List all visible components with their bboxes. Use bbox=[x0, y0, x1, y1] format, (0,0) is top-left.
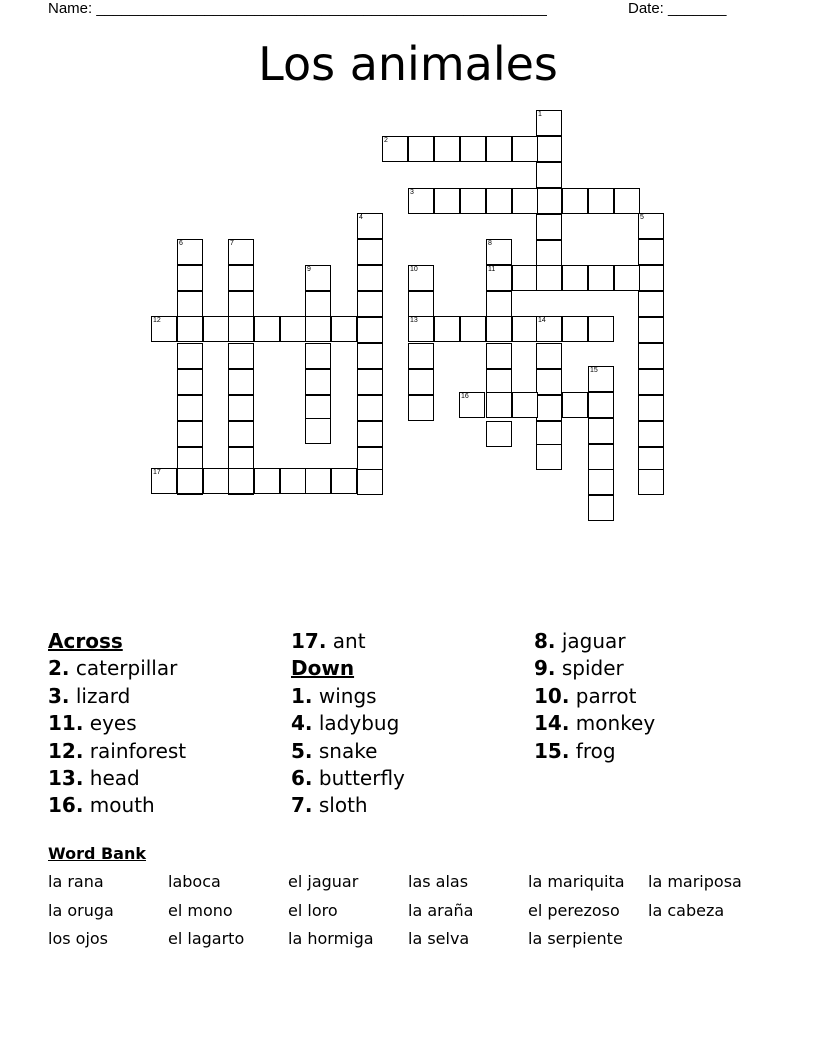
crossword-cell[interactable] bbox=[536, 369, 562, 395]
crossword-cell[interactable] bbox=[486, 265, 512, 291]
clue-item bbox=[534, 683, 655, 710]
crossword-cell[interactable] bbox=[305, 418, 331, 444]
word-bank-item: el perezoso bbox=[528, 900, 620, 920]
crossword-cell[interactable] bbox=[228, 343, 254, 369]
crossword-cell[interactable] bbox=[536, 136, 562, 162]
crossword-cell[interactable] bbox=[460, 316, 486, 342]
crossword-cell[interactable] bbox=[357, 369, 383, 395]
crossword-cell[interactable] bbox=[408, 291, 434, 317]
crossword-cell[interactable] bbox=[588, 265, 614, 291]
crossword-cell[interactable] bbox=[331, 316, 357, 342]
crossword-cell[interactable] bbox=[357, 213, 383, 239]
crossword-cell[interactable] bbox=[177, 343, 203, 369]
crossword-cell[interactable] bbox=[638, 213, 664, 239]
crossword-cell[interactable] bbox=[203, 468, 229, 494]
crossword-cell[interactable] bbox=[357, 239, 383, 265]
clue-text: sloth bbox=[312, 793, 368, 818]
clue-number: 1 bbox=[538, 111, 542, 118]
name-field-label[interactable]: Name: ______________________________________________________ bbox=[48, 0, 547, 17]
clue-number: 5. bbox=[291, 738, 313, 763]
crossword-cell[interactable] bbox=[460, 188, 486, 214]
crossword-cell[interactable] bbox=[486, 136, 512, 162]
crossword-cell[interactable] bbox=[512, 392, 538, 418]
clue-text: spider bbox=[555, 656, 624, 681]
crossword-cell[interactable] bbox=[434, 136, 460, 162]
crossword-cell[interactable] bbox=[638, 395, 664, 421]
clue-number: 16. bbox=[48, 793, 84, 818]
clue-item bbox=[48, 655, 186, 682]
clue-item bbox=[291, 710, 405, 737]
crossword-cell[interactable] bbox=[305, 468, 331, 494]
clue-number: 17 bbox=[153, 469, 161, 476]
word-bank-item: la cabeza bbox=[648, 900, 725, 920]
clue-number: 15 bbox=[590, 367, 598, 374]
crossword-cell[interactable] bbox=[459, 392, 485, 418]
crossword-cell[interactable] bbox=[228, 369, 254, 395]
crossword-cell[interactable] bbox=[228, 395, 254, 421]
crossword-cell[interactable] bbox=[512, 136, 538, 162]
word-bank-item: la mariposa bbox=[648, 872, 742, 891]
crossword-cell[interactable] bbox=[177, 369, 203, 395]
crossword-cell[interactable] bbox=[177, 468, 203, 494]
crossword-cell[interactable] bbox=[614, 265, 640, 291]
crossword-cell[interactable] bbox=[512, 265, 538, 291]
crossword-cell[interactable] bbox=[228, 421, 254, 447]
clue-text: snake bbox=[312, 738, 378, 763]
across-clue-list-continued bbox=[291, 628, 405, 655]
clue-text: head bbox=[83, 766, 140, 791]
clue-number: 11 bbox=[488, 266, 496, 273]
page-title: Los animales bbox=[258, 37, 558, 91]
clue-text: caterpillar bbox=[69, 656, 178, 681]
crossword-cell[interactable] bbox=[486, 421, 512, 447]
clue-number: 14. bbox=[534, 711, 570, 736]
crossword-cell[interactable] bbox=[486, 239, 512, 265]
across-heading: Across bbox=[48, 629, 123, 653]
crossword-cell[interactable] bbox=[512, 188, 538, 214]
clue-number: 7 bbox=[230, 240, 234, 247]
crossword-cell[interactable] bbox=[562, 316, 588, 342]
crossword-cell[interactable] bbox=[228, 316, 254, 342]
down-clue-list bbox=[291, 683, 405, 820]
crossword-cell[interactable] bbox=[460, 136, 486, 162]
clue-number: 9 bbox=[307, 266, 311, 273]
clue-item bbox=[291, 738, 405, 765]
clue-number: 8. bbox=[534, 629, 556, 653]
clue-text: lizard bbox=[69, 683, 131, 708]
crossword-cell[interactable] bbox=[536, 316, 562, 342]
crossword-cell[interactable] bbox=[588, 316, 614, 342]
crossword-cell[interactable] bbox=[305, 316, 331, 342]
crossword-cell[interactable] bbox=[177, 316, 203, 342]
clue-number: 13. bbox=[48, 766, 84, 791]
crossword-cell[interactable] bbox=[151, 316, 177, 342]
crossword-cell[interactable] bbox=[486, 343, 512, 369]
word-bank-item: la oruga bbox=[48, 900, 114, 920]
word-bank-item: el lagarto bbox=[168, 929, 245, 948]
word-bank-item: las alas bbox=[408, 872, 469, 891]
crossword-cell[interactable] bbox=[536, 188, 562, 214]
clue-item bbox=[534, 628, 655, 655]
crossword-cell[interactable] bbox=[588, 392, 614, 418]
clue-text: ant bbox=[326, 629, 366, 653]
word-bank-item: la mariquita bbox=[528, 872, 625, 891]
clue-number: 12 bbox=[153, 317, 161, 324]
crossword-cell[interactable] bbox=[486, 392, 512, 418]
word-bank-item: la araña bbox=[408, 900, 474, 920]
crossword-cell[interactable] bbox=[331, 468, 357, 494]
word-bank-item: la selva bbox=[408, 929, 470, 948]
clue-text: ladybug bbox=[312, 711, 400, 736]
crossword-cell[interactable] bbox=[562, 265, 588, 291]
clue-number: 4 bbox=[359, 214, 363, 221]
clue-number: 6. bbox=[291, 766, 313, 791]
crossword-cell[interactable] bbox=[638, 239, 664, 265]
crossword-cell[interactable] bbox=[486, 316, 512, 342]
crossword-cell[interactable] bbox=[357, 317, 383, 343]
clue-item bbox=[291, 628, 405, 655]
clue-column-2 bbox=[291, 628, 405, 820]
word-bank-item: los ojos bbox=[48, 929, 109, 948]
clue-item bbox=[48, 738, 186, 765]
clue-item bbox=[48, 765, 186, 792]
crossword-cell[interactable] bbox=[177, 239, 203, 265]
crossword-cell[interactable] bbox=[357, 469, 383, 495]
crossword-cell[interactable] bbox=[588, 188, 614, 214]
crossword-cell[interactable] bbox=[638, 469, 664, 495]
across-clue-list bbox=[48, 655, 186, 819]
clue-text: eyes bbox=[83, 711, 137, 736]
crossword-cell[interactable] bbox=[638, 421, 664, 447]
crossword-cell[interactable] bbox=[562, 392, 588, 418]
crossword-cell[interactable] bbox=[536, 265, 562, 291]
crossword-cell[interactable] bbox=[228, 291, 254, 317]
crossword-cell[interactable] bbox=[228, 239, 254, 265]
word-bank-item: el loro bbox=[288, 900, 338, 920]
crossword-cell[interactable] bbox=[536, 240, 562, 266]
clue-number: 7. bbox=[291, 793, 313, 818]
clue-number: 10 bbox=[410, 266, 418, 273]
crossword-cell[interactable] bbox=[408, 188, 434, 214]
crossword-cell[interactable] bbox=[203, 316, 229, 342]
clue-item bbox=[48, 710, 186, 737]
clue-item bbox=[291, 792, 405, 819]
word-bank-item: la serpiente bbox=[528, 929, 623, 948]
crossword-cell[interactable] bbox=[588, 366, 614, 392]
crossword-cell[interactable] bbox=[305, 343, 331, 369]
clue-number: 4. bbox=[291, 711, 313, 736]
crossword-cell[interactable] bbox=[305, 291, 331, 317]
crossword-cell[interactable] bbox=[588, 418, 614, 444]
crossword-cell[interactable] bbox=[177, 291, 203, 317]
crossword-cell[interactable] bbox=[177, 265, 203, 291]
crossword-cell[interactable] bbox=[408, 343, 434, 369]
clue-column-1 bbox=[48, 628, 186, 820]
crossword-cell[interactable] bbox=[434, 188, 460, 214]
crossword-cell[interactable] bbox=[177, 395, 203, 421]
word-bank-title: Word Bank bbox=[48, 844, 147, 863]
crossword-cell[interactable] bbox=[357, 343, 383, 369]
clue-number: 12. bbox=[48, 738, 84, 763]
down-clue-list-continued bbox=[534, 628, 655, 765]
clue-number: 15. bbox=[534, 738, 570, 763]
clue-number: 10. bbox=[534, 683, 570, 708]
crossword-cell[interactable] bbox=[536, 162, 562, 188]
clue-number: 6 bbox=[179, 240, 183, 247]
crossword-cell[interactable] bbox=[536, 444, 562, 470]
word-bank-item: la rana bbox=[48, 872, 104, 891]
clue-number: 1. bbox=[291, 683, 313, 708]
clue-number: 16 bbox=[461, 393, 469, 400]
crossword-cell[interactable] bbox=[486, 291, 512, 317]
clue-number: 8 bbox=[488, 240, 492, 247]
clue-text: wings bbox=[312, 683, 377, 708]
clue-item bbox=[291, 683, 405, 710]
crossword-cell[interactable] bbox=[151, 468, 177, 494]
crossword-cell[interactable] bbox=[357, 291, 383, 317]
clue-text: mouth bbox=[83, 793, 155, 818]
crossword-cell[interactable] bbox=[280, 316, 306, 342]
down-heading: Down bbox=[291, 656, 355, 681]
clue-item bbox=[48, 792, 186, 819]
crossword-cell[interactable] bbox=[512, 316, 538, 342]
clue-number: 11. bbox=[48, 711, 84, 736]
crossword-cell[interactable] bbox=[357, 265, 383, 291]
clue-number: 9. bbox=[534, 656, 556, 681]
crossword-cell[interactable] bbox=[638, 291, 664, 317]
crossword-cell[interactable] bbox=[280, 468, 306, 494]
crossword-cell[interactable] bbox=[588, 495, 614, 521]
crossword-cell[interactable] bbox=[382, 136, 408, 162]
clue-item bbox=[534, 710, 655, 737]
crossword-cell[interactable] bbox=[638, 265, 664, 291]
clue-number: 2. bbox=[48, 656, 70, 681]
crossword-cell[interactable] bbox=[486, 188, 512, 214]
word-bank-item: laboca bbox=[168, 872, 221, 891]
clue-number: 14 bbox=[538, 317, 546, 324]
clue-number: 3 bbox=[410, 189, 414, 196]
crossword-cell[interactable] bbox=[562, 188, 588, 214]
crossword-cell[interactable] bbox=[254, 468, 280, 494]
crossword-cell[interactable] bbox=[588, 444, 614, 470]
crossword-cell[interactable] bbox=[536, 395, 562, 421]
crossword-cell[interactable] bbox=[408, 369, 434, 395]
clue-text: frog bbox=[569, 738, 616, 763]
word-bank-item: el jaguar bbox=[288, 872, 359, 891]
crossword-cell[interactable] bbox=[408, 265, 434, 291]
crossword-cell[interactable] bbox=[254, 316, 280, 342]
clue-text: jaguar bbox=[555, 629, 626, 653]
clue-number: 5 bbox=[640, 214, 644, 221]
crossword-cell[interactable] bbox=[228, 468, 254, 494]
clue-number: 17. bbox=[291, 629, 327, 653]
clue-number: 13 bbox=[410, 317, 418, 324]
word-bank-item: el mono bbox=[168, 900, 233, 920]
date-field-label[interactable]: Date: _______ bbox=[628, 0, 727, 17]
clue-item bbox=[48, 683, 186, 710]
crossword-cell[interactable] bbox=[177, 421, 203, 447]
crossword-cell[interactable] bbox=[638, 369, 664, 395]
crossword-cell[interactable] bbox=[536, 343, 562, 369]
crossword-cell[interactable] bbox=[357, 395, 383, 421]
clue-text: parrot bbox=[569, 683, 637, 708]
clue-number: 3. bbox=[48, 683, 70, 708]
crossword-cell[interactable] bbox=[434, 316, 460, 342]
crossword-cell[interactable] bbox=[638, 343, 664, 369]
word-bank-item: la hormiga bbox=[288, 929, 374, 948]
crossword-cell[interactable] bbox=[408, 316, 434, 342]
clue-text: rainforest bbox=[83, 738, 187, 763]
crossword-cell[interactable] bbox=[305, 265, 331, 291]
clue-item bbox=[291, 765, 405, 792]
crossword-cell[interactable] bbox=[408, 136, 434, 162]
crossword-cell[interactable] bbox=[638, 317, 664, 343]
crossword-cell[interactable] bbox=[536, 110, 562, 136]
crossword-cell[interactable] bbox=[536, 214, 562, 240]
clue-item bbox=[534, 655, 655, 682]
clue-number: 2 bbox=[384, 137, 388, 144]
crossword-cell[interactable] bbox=[305, 369, 331, 395]
clue-column-3 bbox=[534, 628, 655, 765]
clue-text: butterfly bbox=[312, 766, 405, 791]
crossword-cell[interactable] bbox=[588, 469, 614, 495]
clue-item bbox=[534, 738, 655, 765]
crossword-cell[interactable] bbox=[228, 265, 254, 291]
clue-text: monkey bbox=[569, 711, 656, 736]
crossword-cell[interactable] bbox=[614, 188, 640, 214]
crossword-cell[interactable] bbox=[357, 421, 383, 447]
crossword-cell[interactable] bbox=[408, 395, 434, 421]
